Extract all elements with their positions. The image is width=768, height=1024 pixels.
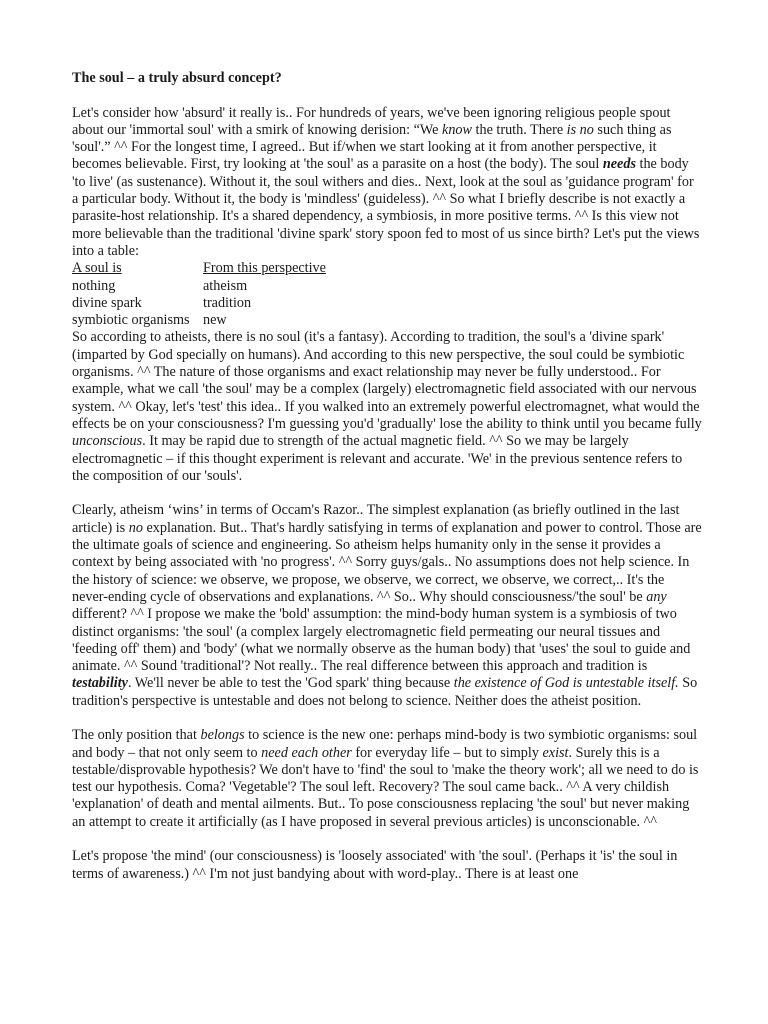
text-run: explanation. But.. That's hardly satisfying in terms of explanation and power to control. Those are the ultimate goals of science and engineering. So atheism helps humanity only in the sense it provides a context by being associated with 'no progress'. ^^ Sorry guys/gals.. No assumptions does not help science. In the history of science: we observe, we propose, we observe, we correct, we observe, we correct,.. It's the never-ending cycle of observations and explanations. ^^ So.. Why should consciousness/'the soul' be [72,519,702,605]
text-run: to science is the new one: perhaps mind-body is two symbiotic organisms: soul and body – that not only seem to [72,727,698,761]
table-cell: atheism [203,277,248,294]
table-cell: nothing [72,277,116,294]
emphasis-text: exist [542,744,569,761]
strong-emphasis-text: needs [602,156,636,173]
paragraph-3 [72,502,702,710]
emphasis-text: unconscious [72,433,143,450]
text-run: So according to atheists, there is no soul (it's a fantasy). According to tradition, the soul's a 'divine spark' (imparted by God specially on humans). And according to this new perspective, the soul could be symbiotic organisms. ^^ The nature of those organisms and exact relationship may never be fully understood.. For example, what we call 'the soul' may be a complex (largely) electromagnetic field associated with our nervous system. ^^ Okay, let's 'test' this idea.. If you walked into an extremely powerful electromagnet, what would the effects be on your consciousness? I'm guessing you'd 'gradually' lose the ability to think until you became fully [72,329,702,432]
document-title: The soul – a truly absurd concept? [72,70,282,86]
text-run: . It may be rapid due to strength of the actual magnetic field. ^^ So we may be largely electromagnetic – if this thought experiment is relevant and accurate. 'We' in the previous sentence refers to the composition of our 'souls'. [72,433,683,484]
document-page [72,70,702,883]
table-row [72,312,702,329]
text-run: Let's propose 'the mind' (our consciousness) is 'loosely associated' with 'the soul'. (Perhaps it 'is' the soul in terms of awareness.) ^^ I'm not just bandying about with word-play.. There is at least one [72,848,678,882]
text-run: Clearly, atheism ‘wins’ in terms of Occam's Razor.. The simplest explanation (as briefly outlined in the last article) is [72,502,680,536]
table-header-row [72,260,702,277]
paragraph-2 [72,329,702,485]
strong-emphasis-text: testability [72,675,128,692]
text-run: such thing as 'soul'.” ^^ For the longest time, I agreed.. But if/when we start looking at it from another perspective, it becomes believable. First, try looking at 'the soul' as a parasite on a host (the body). The soul [72,121,672,173]
emphasis-text: is no [566,121,594,138]
text-run: the body 'to live' (as sustenance). Without it, the soul withers and dies.. Next, look at the soul as 'guidance program' for a particular body. Without it, the body is 'mindless' (guideless). ^^ So what I briefly describe is not exactly a parasite-host relationship. It's a shared dependency, a symbiosis, in more positive terms. ^^ Is this view not more believable than the traditional 'divine spark' story spoon fed to most of us since birth? Let's put the views into a table: [72,156,700,259]
text-run: So tradition's perspective is untestable and does not belong to science. Neither does the atheist position. [72,675,698,709]
text-run: . We'll never be able to test the 'God spark' thing because [127,675,454,692]
text-run: Let's consider how 'absurd' it really is.. For hundreds of years, we've been ignoring religious people spout about our 'immortal soul' with a smirk of knowing derision: “We [72,104,671,138]
text-run: . Surely this is a testable/disprovable hypothesis? We don't have to 'find' the soul to 'make the theory work'; all we need to do is test our hypothesis. Coma? 'Vegetable'? The soul left. Recovery? The soul came back.. ^^ A very childish 'explanation' of death and mental ailments. But.. To pose consciousness replacing 'the soul' but never making an attempt to create it artificially (as I have proposed in several previous articles) is unconscionable. ^^ [72,744,699,830]
table-cell: tradition [203,294,252,311]
emphasis-text: belongs [200,727,245,744]
paragraph-4 [72,727,702,831]
table-cell: symbiotic organisms [72,312,190,329]
text-run: for everyday life – but to simply [351,744,543,761]
emphasis-text: know [442,121,472,138]
emphasis-text: the existence of God is untestable itself. [453,675,679,692]
table-cell: new [203,312,227,329]
emphasis-text: need each other [261,744,352,761]
text-run: the truth. There [471,121,567,138]
table-header-cell: From this perspective [203,260,326,277]
table-header-cell: A soul is [72,260,122,277]
emphasis-text: any [646,588,667,605]
table-row [72,295,702,312]
paragraph-1 [72,105,702,261]
text-run: different? ^^ I propose we make the 'bold' assumption: the mind-body human system is a symbiosis of two distinct organisms: 'the soul' (a complex largely electromagnetic field permeating our neural tissues and 'feeding off' them) and 'body' (what we normally observe as the human body) that 'uses' the soul to guide and animate. ^^ Sound 'traditional'? Not really.. The real difference between this approach and tradition is [72,606,691,675]
paragraph-5 [72,848,702,883]
perspective-table [72,260,702,329]
text-run: The only position that [72,727,201,744]
table-cell: divine spark [72,294,142,311]
emphasis-text: no [128,519,143,536]
table-row [72,278,702,295]
